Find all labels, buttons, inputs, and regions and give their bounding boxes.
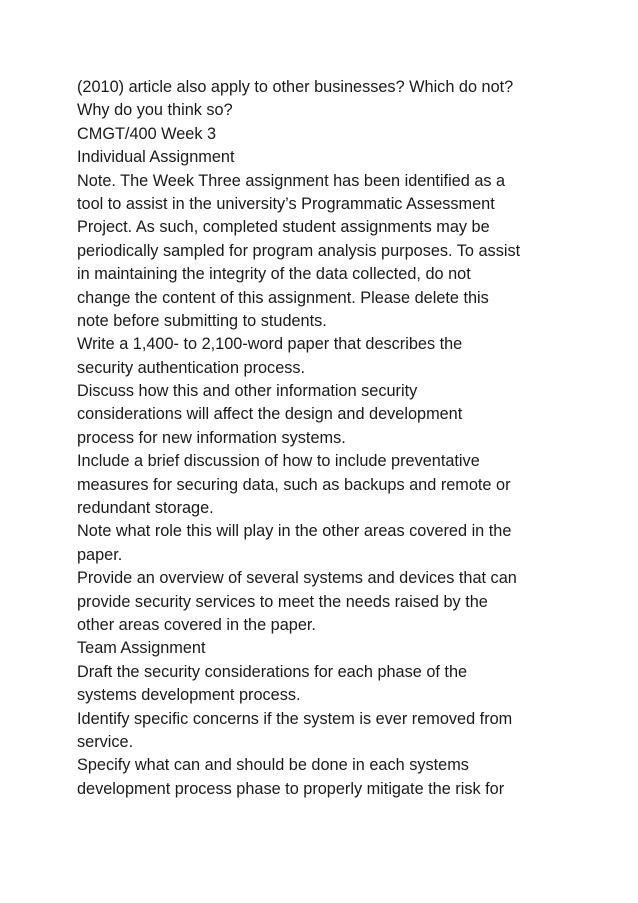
- text-line: measures for securing data, such as backups and remote or: [77, 475, 511, 494]
- text-line: security authentication process.: [77, 358, 306, 377]
- document-body: [77, 76, 577, 801]
- text-line: note before submitting to students.: [77, 311, 327, 330]
- text-line: change the content of this assignment. Please delete this: [77, 288, 489, 307]
- text-line: Note what role this will play in the other areas covered in the: [77, 522, 512, 541]
- text-line: Project. As such, completed student assignments may be: [77, 218, 490, 237]
- text-line: service.: [77, 732, 134, 751]
- text-line: Specify what can and should be done in each systems: [77, 756, 469, 775]
- text-line: Note. The Week Three assignment has been identified as a: [77, 171, 506, 190]
- text-line: periodically sampled for program analysis purposes. To assist: [77, 241, 521, 260]
- text-line: Provide an overview of several systems and devices that can: [77, 569, 517, 588]
- text-line: redundant storage.: [77, 499, 214, 518]
- text-line: (2010) article also apply to other businesses? Which do not?: [77, 78, 514, 96]
- text-line: Why do you think so?: [77, 101, 233, 120]
- text-line: Draft the security considerations for each phase of the: [77, 662, 468, 681]
- text-line: tool to assist in the university’s Programmatic Assessment: [77, 194, 495, 213]
- text-line: paper.: [77, 545, 123, 564]
- text-line: provide security services to meet the needs raised by the: [77, 592, 488, 611]
- text-line: Discuss how this and other information security: [77, 382, 418, 401]
- text-line: systems development process.: [77, 686, 301, 705]
- text-line: development process phase to properly mitigate the risk for: [77, 779, 505, 798]
- text-line: Write a 1,400- to 2,100-word paper that describes the: [77, 335, 463, 354]
- text-line: Identify specific concerns if the system is ever removed from: [77, 709, 513, 728]
- text-line: process for new information systems.: [77, 428, 346, 447]
- section-heading-individual: Individual Assignment: [77, 148, 235, 167]
- section-heading-team: Team Assignment: [77, 639, 206, 658]
- text-line: in maintaining the integrity of the data collected, do not: [77, 265, 471, 284]
- text-line: Include a brief discussion of how to include preventative: [77, 452, 480, 471]
- text-line: considerations will affect the design and development: [77, 405, 463, 424]
- text-line: other areas covered in the paper.: [77, 615, 316, 634]
- course-code: CMGT/400 Week 3: [77, 124, 217, 143]
